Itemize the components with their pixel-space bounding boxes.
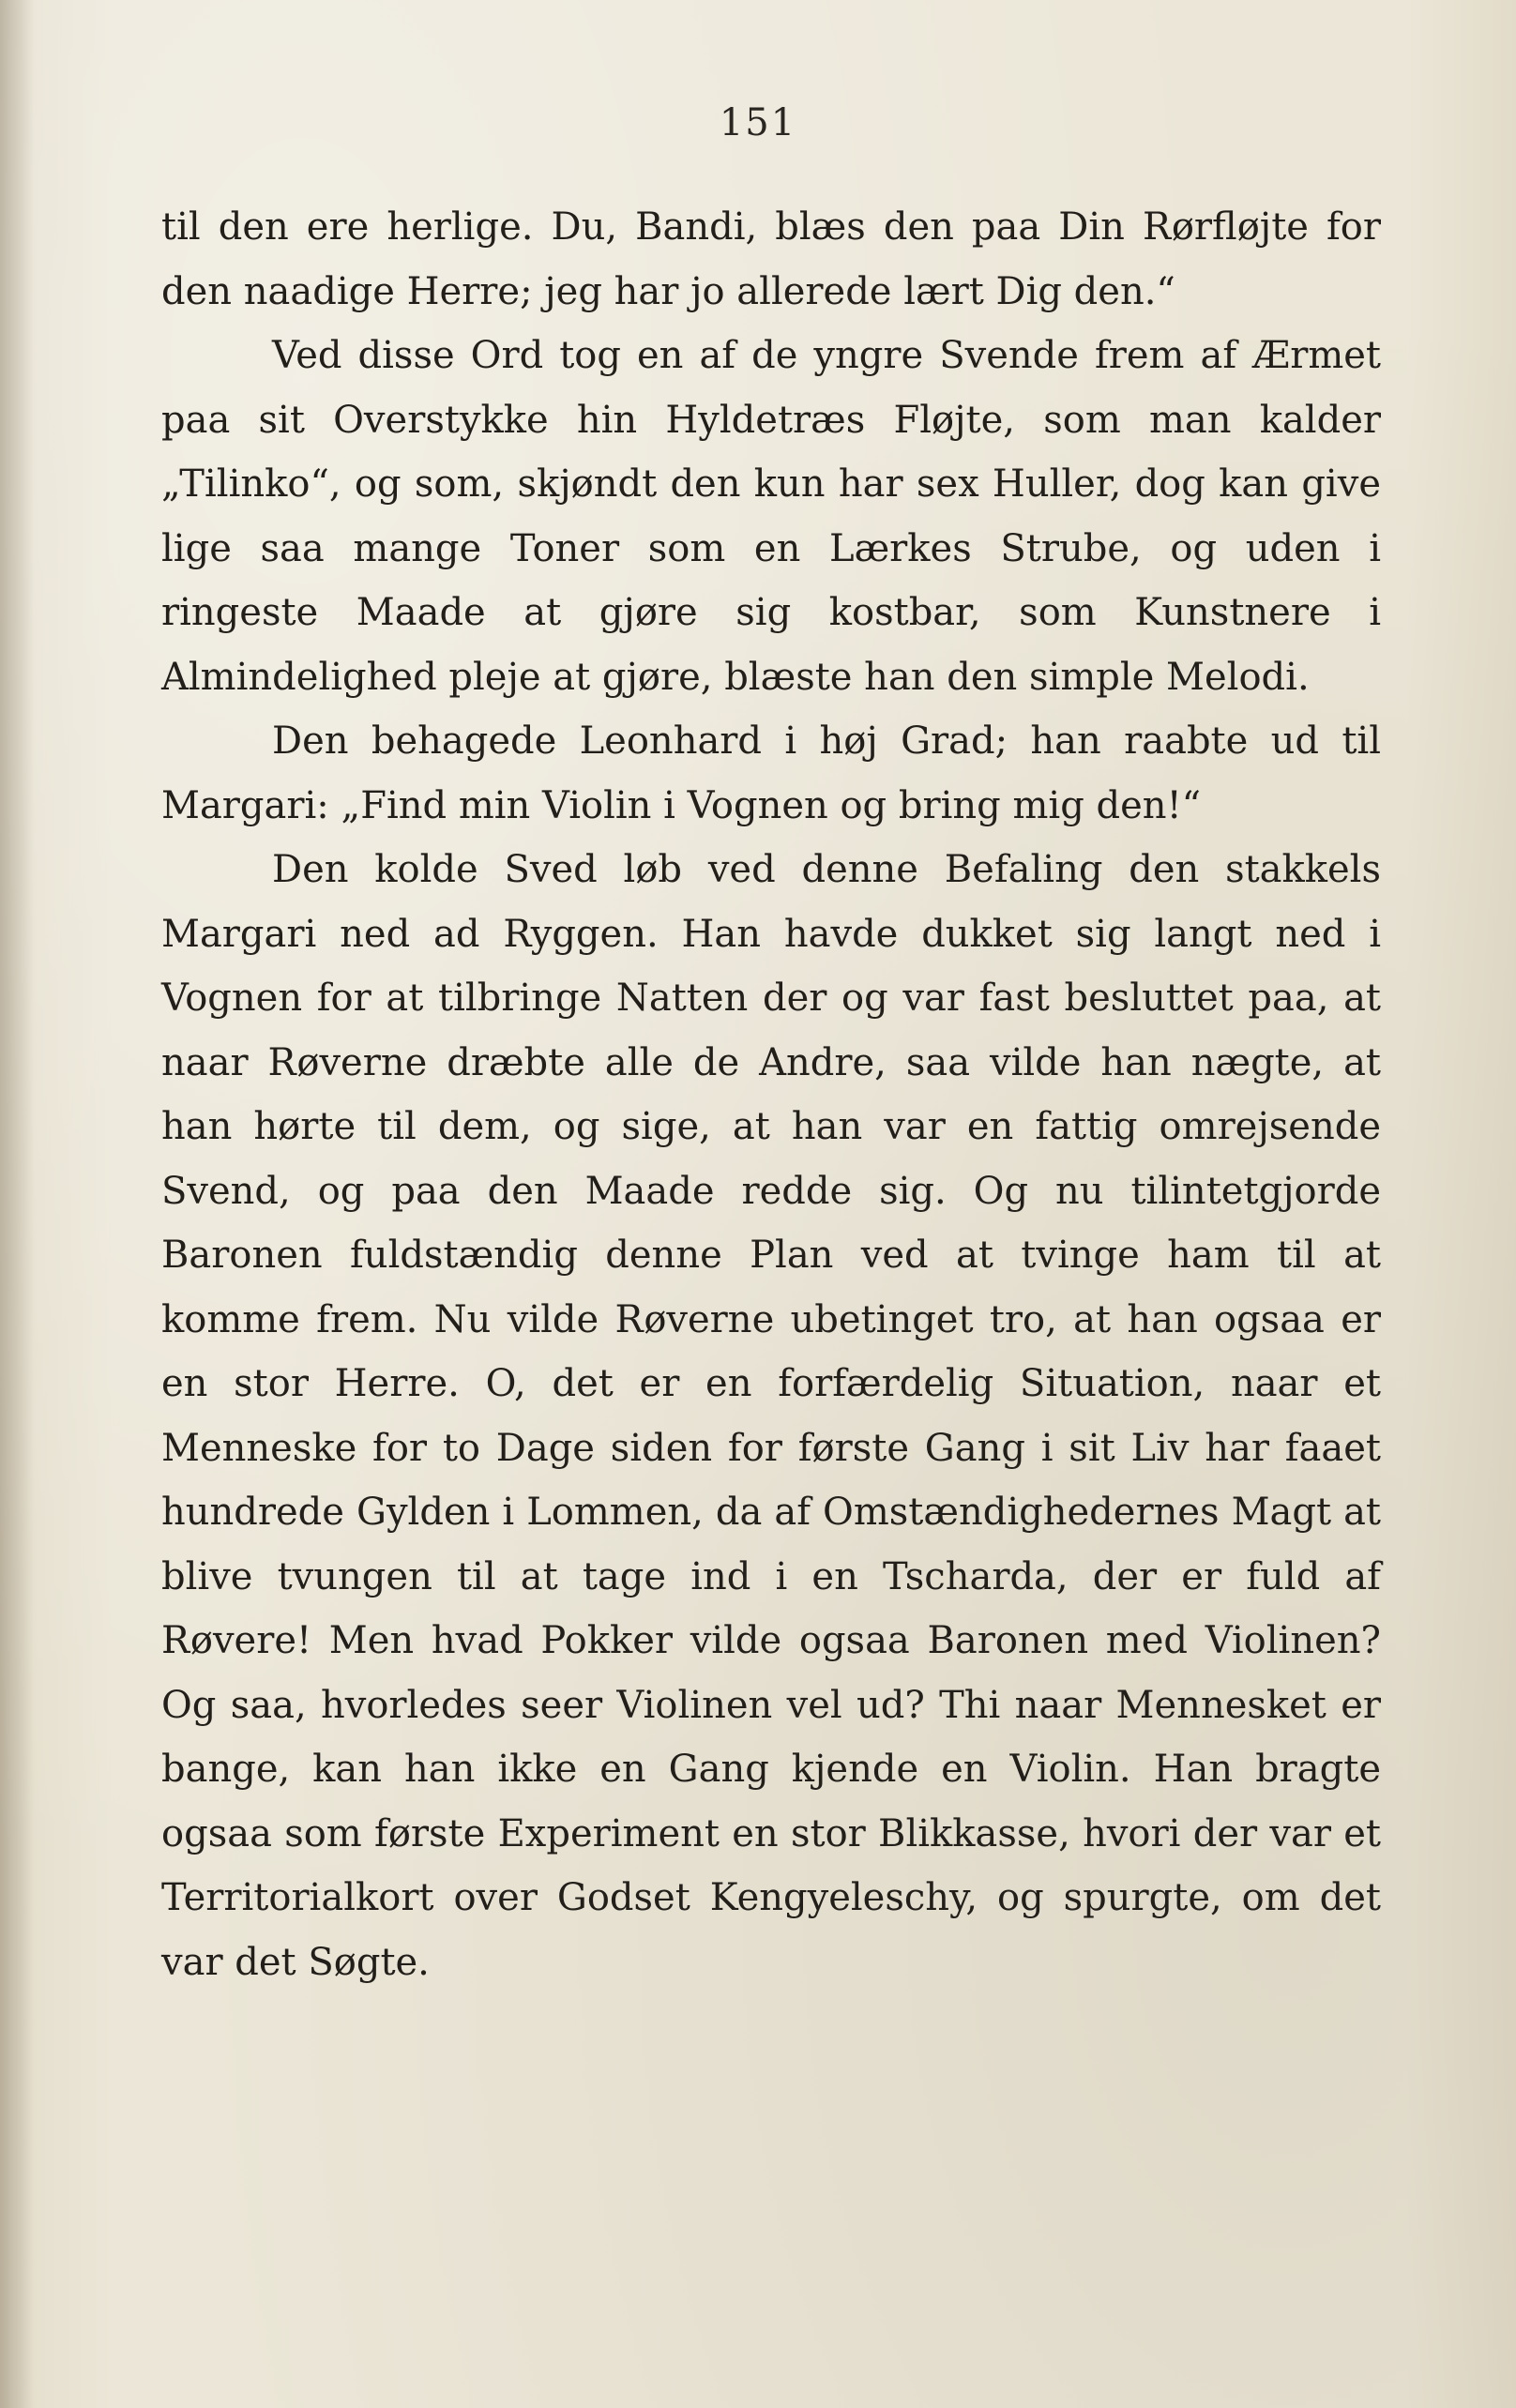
page-spine-shadow: [0, 0, 34, 2408]
body-text: [161, 195, 1381, 1994]
paragraph-4: Den kolde Sved løb ved denne Befaling den stakkels Margari ned ad Ryggen. Han havde dukket sig langt ned i Vognen for at tilbringe Natten der og var fast besluttet paa, at naar Røverne dræbte alle de Andre, saa vilde han nægte, at han hørte til dem, og sige, at han var en fattig omrejsende Svend, og paa den Maade redde sig. Og nu tilintetgjorde Baronen fuldstændig denne Plan ved at tvinge ham til at komme frem. Nu vilde Røverne ubetinget tro, at han ogsaa er en stor Herre. O, det er en forfærdelig Situation, naar et Menneske for to Dage siden for første Gang i sit Liv har faaet hundrede Gylden i Lommen, da af Omstændighedernes Magt at blive tvungen til at tage ind i en Tscharda, der er fuld af Røvere! Men hvad Pokker vilde ogsaa Baronen med Violinen? Og saa, hvorledes seer Violinen vel ud? Thi naar Mennesket er bange, kan han ikke en Gang kjende en Violin. Han bragte ogsaa som første Experiment en stor Blikkasse, hvori der var et Territorialkort over Godset Kengyeleschy, og spurgte, om det var det Søgte.: [161, 848, 1381, 1984]
page-number: 151: [719, 101, 797, 144]
paragraph-3: Den behagede Leonhard i høj Grad; han raabte ud til Margari: „Find min Violin i Vognen og bring mig den!“: [161, 719, 1381, 827]
paragraph-2: Ved disse Ord tog en af de yngre Svende frem af Ærmet paa sit Overstykke hin Hyldetræs Fløjte, som man kalder „Tilinko“, og som, skjøndt den kun har sex Huller, dog kan give lige saa mange Toner som en Lærkes Strube, og uden i ringeste Maade at gjøre sig kostbar, som Kunstnere i Almindelighed pleje at gjøre, blæste han den simple Melodi.: [161, 334, 1381, 699]
paragraph-1: til den ere herlige. Du, Bandi, blæs den paa Din Rørfløjte for den naadige Herre; jeg har jo allerede lært Dig den.“: [161, 205, 1381, 313]
